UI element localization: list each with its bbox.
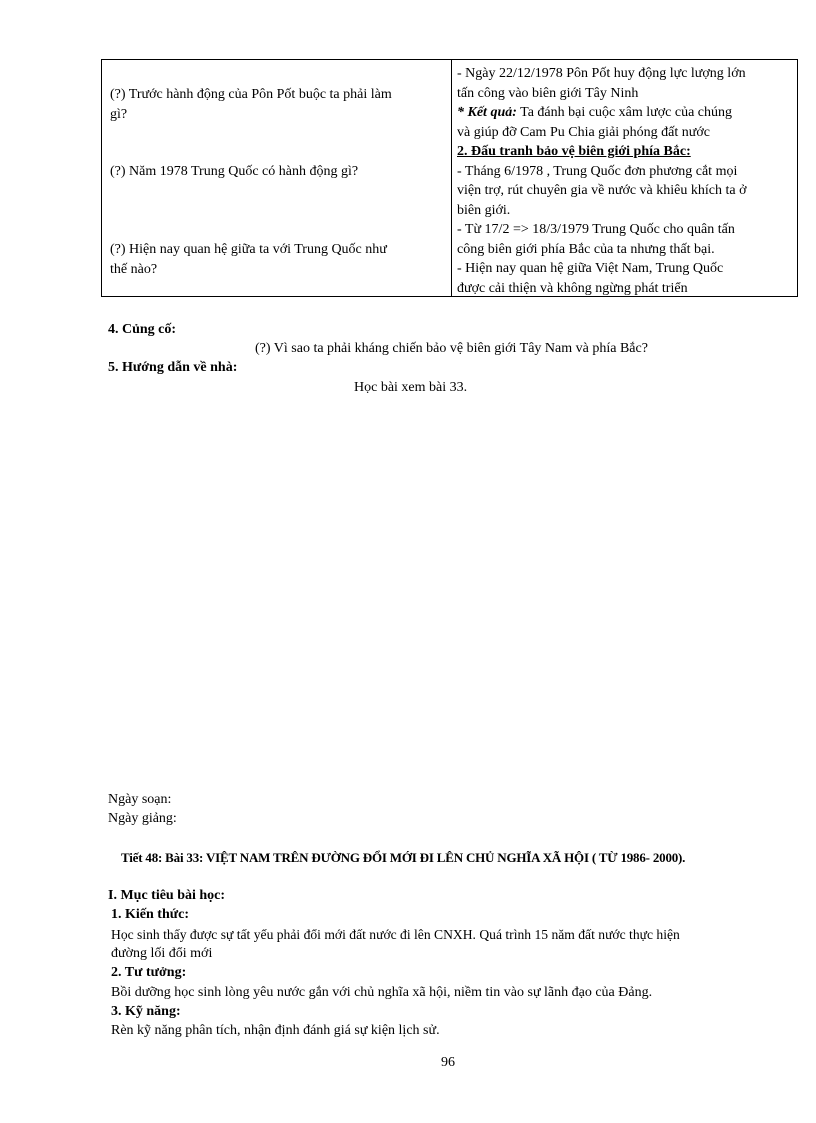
question-1-line-1: (?) Trước hành động của Pôn Pốt buộc ta phải làm [110,87,392,102]
question-2-line-1: (?) Năm 1978 Trung Quốc có hành động gì? [110,164,359,179]
objectives-heading: I. Mục tiêu bài học: [108,888,226,903]
knowledge-heading: 1. Kiến thức: [111,907,190,922]
huongdan-text: Học bài xem bài 33. [354,380,468,395]
question-cell-3 [110,240,445,279]
result-label: * Kết quả: [457,105,517,120]
table-divider [451,60,452,296]
answer-cell [457,64,793,298]
lesson-title: Tiết 48: Bài 33: VIỆT NAM TRÊN ĐƯỜNG ĐỔI MỚI ĐI LÊN CHỦ NGHĨA XÃ HỘI ( TỪ 1986- 2000). [121,850,686,865]
skills-text: Rèn kỹ năng phân tích, nhận định đánh giá sự kiện lịch sử. [111,1023,440,1038]
answer-line: - Ngày 22/12/1978 Pôn Pốt huy động lực lượng lớn [457,66,746,81]
result-text: Ta đánh bại cuộc xâm lược của chúng [516,105,733,120]
page-number: 96 [441,1055,455,1070]
cungco-question: (?) Vì sao ta phải kháng chiến bảo vệ biên giới Tây Nam và phía Bắc? [255,341,648,356]
answer-line: và giúp đỡ Cam Pu Chia giải phóng đất nước [457,124,710,140]
knowledge-text-line-1: Học sinh thấy được sự tất yếu phải đổi mới đất nước đi lên CNXH. Quá trình 15 năm đất nước thực hiện [111,927,680,942]
question-3-line-2: thế nào? [110,261,158,277]
answer-line: - Từ 17/2 => 18/3/1979 Trung Quốc cho quân tấn [457,222,735,237]
result-line [457,103,793,123]
answer-line: tấn công vào biên giới Tây Ninh [457,85,639,101]
answer-line: - Hiện nay quan hệ giữa Việt Nam, Trung Quốc [457,261,724,276]
ideology-text: Bồi dưỡng học sinh lòng yêu nước gắn với chủ nghĩa xã hội, niềm tin vào sự lãnh đạo của Đảng. [111,985,653,1000]
huongdan-heading: 5. Hướng dẫn về nhà: [108,360,238,375]
answer-line: - Tháng 6/1978 , Trung Quốc đơn phương cắt mọi [457,163,738,179]
knowledge-text-line-2: đường lối đổi mới [111,946,213,961]
question-cell-2 [110,162,445,182]
skills-heading: 3. Kỹ năng: [111,1004,181,1019]
answer-line: biên giới. [457,202,511,218]
section-heading: 2. Đấu tranh bảo vệ biên giới phía Bắc: [457,144,691,159]
answer-line: viện trợ, rút chuyên gia về nước và khiêu khích ta ở [457,183,747,198]
date-taught: Ngày giảng: [108,811,177,826]
ideology-heading: 2. Tư tưởng: [111,965,187,980]
date-prepared: Ngày soạn: [108,792,172,807]
question-1-line-2: gì? [110,106,128,122]
qa-table [101,59,798,297]
answer-line: công biên giới phía Bắc của ta nhưng thất bại. [457,241,715,257]
question-3-line-1: (?) Hiện nay quan hệ giữa ta với Trung Quốc như [110,242,387,257]
answer-line: được cải thiện và không ngừng phát triển [457,280,688,296]
question-cell-1 [110,85,445,124]
cungco-heading: 4. Củng cố: [108,322,177,337]
